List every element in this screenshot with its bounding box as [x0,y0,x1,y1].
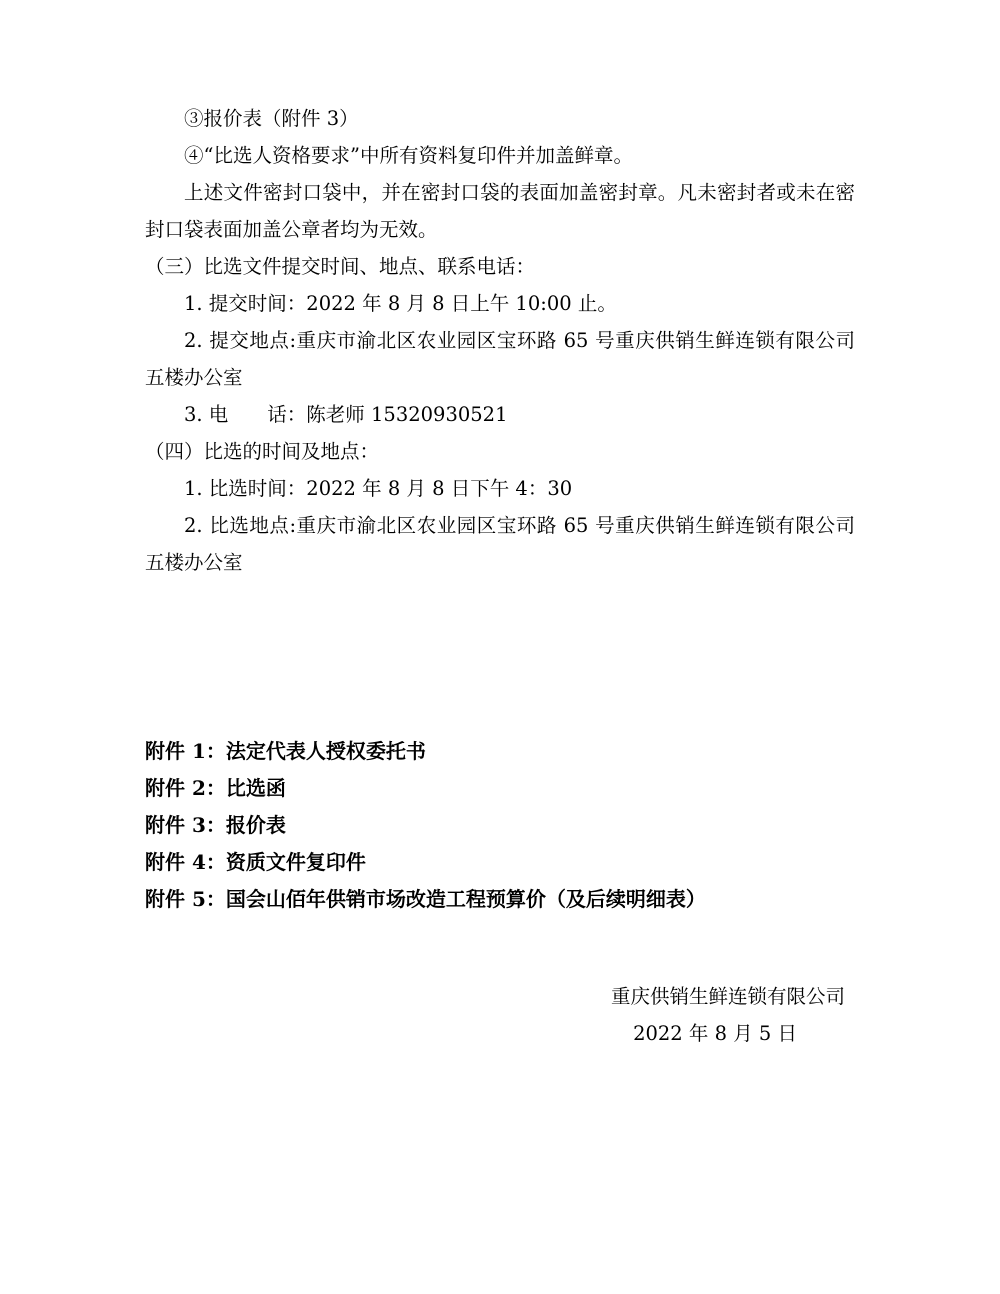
section-heading-submission: （三）比选文件提交时间、地点、联系电话： [145,255,536,278]
attachment-item-3: 附件 3：报价表 [145,813,286,837]
attachment-item-1: 附件 1：法定代表人授权委托书 [145,739,426,763]
paragraph-quotation-form: ③报价表（附件 3） [184,107,359,130]
signature-company: 重庆供销生鲜连锁有限公司 [610,985,845,1008]
paragraph-qualification-copies: ④“比选人资格要求”中所有资料复印件并加盖鲜章。 [184,144,633,167]
item-selection-time: 1. 比选时间：2022 年 8 月 8 日下午 4：30 [184,477,573,500]
signature-date: 2022 年 8 月 5 日 [633,1022,797,1045]
item-submission-time: 1. 提交时间：2022 年 8 月 8 日上午 10:00 止。 [184,292,617,315]
attachment-item-5: 附件 5：国会山佰年供销市场改造工程预算价（及后续明细表） [145,887,706,911]
item-contact-phone: 3. 电 话：陈老师 15320930521 [184,403,508,426]
section-heading-selection: （四）比选的时间及地点： [145,440,380,463]
attachment-list [145,733,855,918]
vertical-spacer [145,581,855,733]
item-submission-location: 2. 提交地点:重庆市渝北区农业园区宝环路 65 号重庆供销生鲜连锁有限公司五楼办公室 [145,329,855,389]
signature-block [145,978,855,1052]
attachment-item-4: 附件 4：资质文件复印件 [145,850,366,874]
paragraph-sealing-requirement: 上述文件密封口袋中，并在密封口袋的表面加盖密封章。凡未密封者或未在密封口袋表面加盖公章者均为无效。 [145,181,855,241]
document-body [145,100,855,581]
attachment-item-2: 附件 2：比选函 [145,776,286,800]
item-selection-location: 2. 比选地点:重庆市渝北区农业园区宝环路 65 号重庆供销生鲜连锁有限公司五楼办公室 [145,514,855,574]
